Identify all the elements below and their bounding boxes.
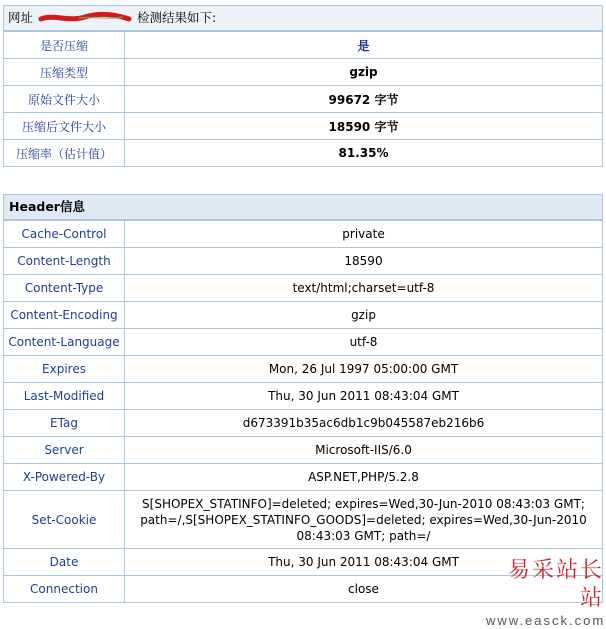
row-value: text/html;charset=utf-8 [125, 275, 603, 302]
row-value: gzip [125, 302, 603, 329]
table-row [4, 383, 603, 410]
redacted-url-icon [39, 13, 131, 23]
table-row [4, 113, 603, 140]
header-suffix: 检测结果如下: [136, 10, 217, 25]
table-row [4, 356, 603, 383]
row-key: Cache-Control [4, 221, 125, 248]
row-key: 是否压缩 [4, 32, 125, 59]
table-row [4, 86, 603, 113]
table-row [4, 329, 603, 356]
watermark-text: 易采站长站 [507, 558, 604, 611]
row-value: 是 [125, 32, 603, 59]
row-key: Content-Type [4, 275, 125, 302]
table-row [4, 59, 603, 86]
table-row [4, 32, 603, 59]
row-value: utf-8 [125, 329, 603, 356]
row-value: close [125, 576, 603, 603]
header-info-table [3, 220, 603, 603]
table-row [4, 275, 603, 302]
row-value: 18590 [125, 248, 603, 275]
row-key: Content-Encoding [4, 302, 125, 329]
site-watermark [486, 557, 606, 628]
table-row [4, 221, 603, 248]
row-value: S[SHOPEX_STATINFO]=deleted; expires=Wed,30-Jun-2010 08:43:03 GMT; path=/,S[SHOPEX_STATINFO_GOODS]=deleted; expires=Wed,30-Jun-2010 08:43:03 GMT; path=/ [125, 491, 603, 549]
row-key: X-Powered-By [4, 464, 125, 491]
table-row [4, 248, 603, 275]
row-key: 原始文件大小 [4, 86, 125, 113]
row-key: Content-Length [4, 248, 125, 275]
row-key: Server [4, 437, 125, 464]
row-key: Expires [4, 356, 125, 383]
compression-table [3, 31, 603, 167]
row-value: gzip [125, 59, 603, 86]
row-value: ASP.NET,PHP/5.2.8 [125, 464, 603, 491]
compression-panel [3, 5, 603, 167]
row-key: Date [4, 549, 125, 576]
result-header [3, 5, 603, 31]
row-value: 81.35% [125, 140, 603, 167]
row-value: 18590 字节 [125, 113, 603, 140]
row-key: Last-Modified [4, 383, 125, 410]
header-prefix: 网址 [8, 10, 34, 25]
row-value: Mon, 26 Jul 1997 05:00:00 GMT [125, 356, 603, 383]
header-info-panel [3, 194, 603, 603]
watermark-url: www.easck.com [486, 613, 606, 628]
table-row [4, 140, 603, 167]
row-key: ETag [4, 410, 125, 437]
row-key: 压缩类型 [4, 59, 125, 86]
row-key: 压缩后文件大小 [4, 113, 125, 140]
row-key: Set-Cookie [4, 491, 125, 549]
section-title: Header信息 [3, 194, 603, 220]
row-value: 99672 字节 [125, 86, 603, 113]
row-key: Connection [4, 576, 125, 603]
table-row [4, 491, 603, 549]
row-value: Thu, 30 Jun 2011 08:43:04 GMT [125, 549, 603, 576]
table-row [4, 302, 603, 329]
table-row [4, 410, 603, 437]
row-key: Content-Language [4, 329, 125, 356]
row-value: private [125, 221, 603, 248]
row-value: d673391b35ac6db1c9b045587eb216b6 [125, 410, 603, 437]
table-row [4, 464, 603, 491]
row-value: Thu, 30 Jun 2011 08:43:04 GMT [125, 383, 603, 410]
row-key: 压缩率（估计值） [4, 140, 125, 167]
row-value: Microsoft-IIS/6.0 [125, 437, 603, 464]
table-row [4, 437, 603, 464]
